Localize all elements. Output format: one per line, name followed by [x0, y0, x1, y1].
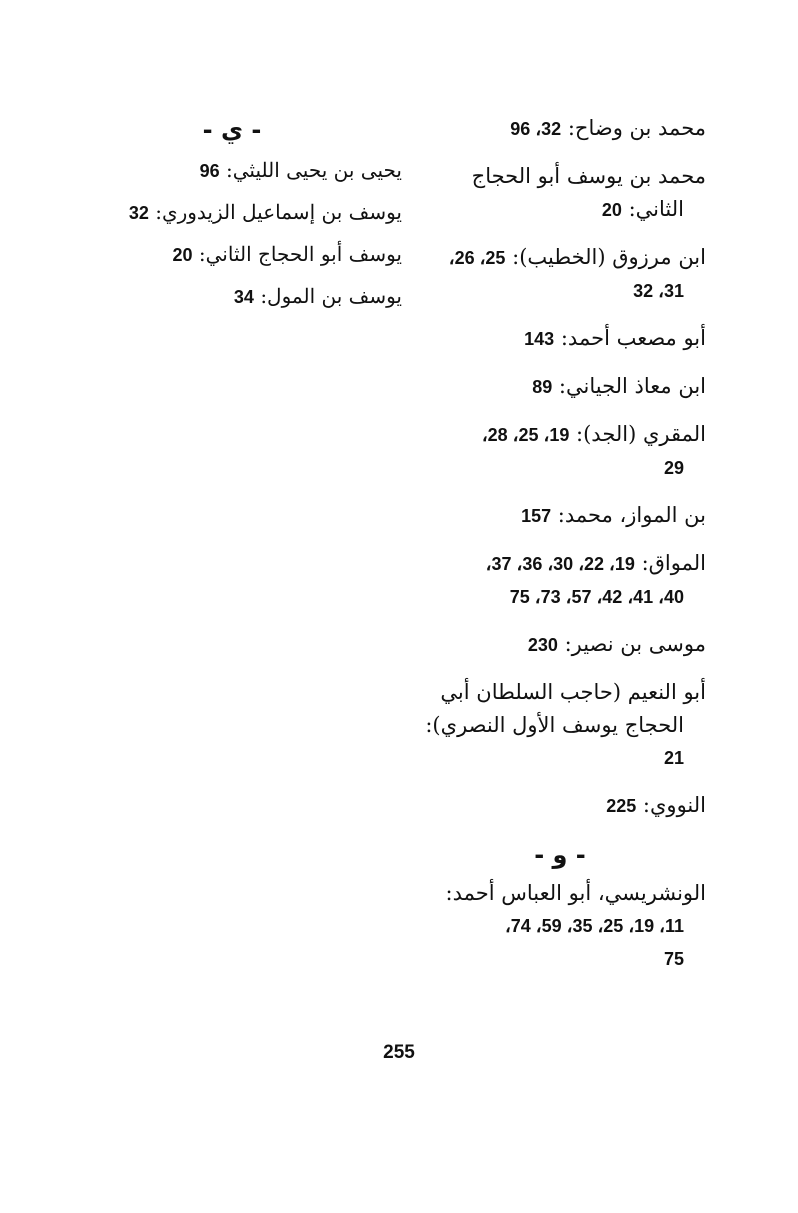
entry-name: موسى بن نصير:	[564, 632, 706, 656]
entry-name: الونشريسي، أبو العباس أحمد:	[445, 881, 706, 905]
index-entry	[414, 877, 706, 976]
entry-pages: 25، 26،	[448, 248, 506, 268]
entry-name: ابن مرزوق (الخطيب):	[512, 245, 706, 269]
entry-pages-continued: 21	[663, 748, 684, 768]
entry-pages-continued: 31، 32	[633, 281, 684, 301]
entry-pages: 19، 22، 30، 36، 37،	[485, 554, 635, 574]
section-heading-ya: - ي -	[202, 116, 262, 144]
index-entry	[414, 160, 706, 227]
index-entry	[102, 238, 402, 271]
entry-pages: 157	[521, 506, 552, 526]
entry-name: بن المواز، محمد:	[557, 503, 706, 527]
entry-pages: 230	[527, 635, 558, 655]
entry-pages-continued: 75	[663, 949, 684, 969]
index-column-right	[414, 112, 706, 990]
entry-pages-continued: 29	[663, 458, 684, 478]
entry-pages: 225	[606, 796, 637, 816]
entry-name: أبو مصعب أحمد:	[560, 326, 706, 350]
index-entry	[102, 280, 402, 313]
index-entry	[414, 241, 706, 308]
entry-name: محمد بن يوسف أبو الحجاج الثاني:	[471, 164, 706, 221]
entry-name: محمد بن وضاح:	[567, 116, 706, 140]
entry-name: النووي:	[642, 793, 706, 817]
index-entry	[414, 370, 706, 404]
entry-name: يوسف بن إسماعيل الزيدوري:	[155, 200, 402, 224]
entry-pages-continued: 40، 41، 42، 57، 73، 75	[509, 587, 684, 607]
index-entry	[414, 628, 706, 662]
entry-pages: 96	[199, 161, 220, 181]
entry-name: يوسف بن المول:	[260, 284, 402, 308]
index-entry	[414, 547, 706, 614]
entry-pages-continued: 11، 19، 25، 35، 59، 74،	[504, 916, 684, 936]
entry-name: أبو النعيم (حاجب السلطان أبي الحجاج يوسف الأول النصري):	[425, 680, 706, 737]
entry-pages: 32	[128, 203, 149, 223]
index-entry	[414, 789, 706, 823]
page-number: 255	[383, 1042, 415, 1063]
entry-name: ابن معاذ الجياني:	[558, 374, 706, 398]
entry-name: المواق:	[641, 551, 706, 575]
entry-name: يحيى بن يحيى الليثي:	[226, 158, 402, 182]
entry-name: يوسف أبو الحجاج الثاني:	[198, 242, 402, 266]
index-entry	[414, 499, 706, 533]
section-heading-waw: - و -	[534, 841, 586, 869]
index-entry	[414, 418, 706, 485]
entry-pages: 143	[524, 329, 555, 349]
index-entry	[102, 154, 402, 187]
index-entry	[414, 112, 706, 146]
entry-pages: 20	[601, 200, 622, 220]
entry-pages: 89	[532, 377, 553, 397]
entry-pages: 34	[233, 287, 254, 307]
entry-pages: 19، 25، 28،	[481, 425, 570, 445]
index-entry	[414, 322, 706, 356]
entry-pages: 20	[172, 245, 193, 265]
index-column-left	[102, 112, 402, 322]
entry-pages: 32، 96	[510, 119, 562, 139]
index-entry	[414, 676, 706, 775]
index-entry	[102, 196, 402, 229]
entry-name: المقري (الجد):	[576, 422, 706, 446]
